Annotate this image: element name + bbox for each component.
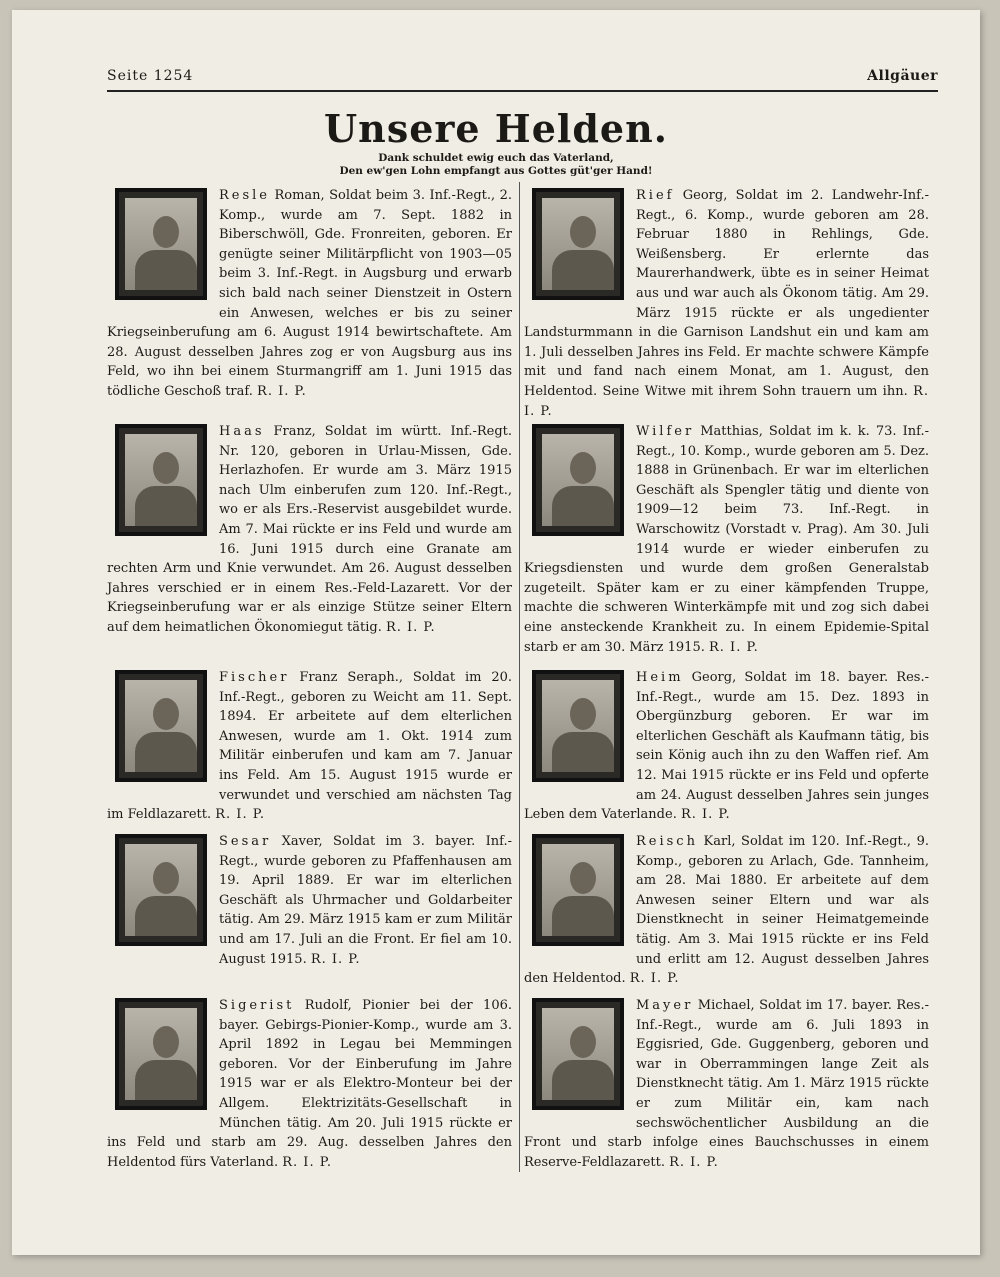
obituary-body: Rudolf, Pionier bei der 106. bayer. Gebirgs-Pionier-Komp., wurde am 3. April 1892 in Legau bei Memmingen geboren. Vor der Einberufung im Jahre 1915 war er als Elektro-Monteur bei der Allgem. Elektrizitäts-Gesellschaft in München tätig. Am 20. Juli 1915 rückte er ins Feld und starb am 29. Aug. desselben Jahres den Heldentod fürs Vaterland. <box>107 998 512 1170</box>
page-number: Seite 1254 <box>107 68 194 84</box>
obituary-body: Roman, Soldat beim 3. Inf.-Regt., 2. Komp., wurde am 7. Sept. 1882 in Biberschwöll, Gde. Fronreiten, geboren. Er genügte seiner Militärpflicht von 1903—05 beim 3. Inf.-Regt. in Augsburg und erwarb sich bald nach seiner Dienstzeit in Ostern ein Anwesen, welches er bis zu seiner Kriegseinberufung am 6. August 1914 bewirtschaftete. Am 28. August desselben Jahres zog er von Augsburg aus ins Feld, wo ihn bei einem Sturmangriff am 1. Juni 1915 das tödliche Geschoß traf. <box>107 188 512 399</box>
subtitle-line-1: Dank schuldet ewig euch das Vaterland, <box>378 152 614 164</box>
soldier-surname: Heim <box>636 670 684 685</box>
soldier-surname: Sesar <box>219 834 272 849</box>
soldier-portrait <box>115 188 207 300</box>
obituary-entry <box>524 832 929 989</box>
soldier-portrait <box>532 834 624 946</box>
obituary-entry <box>107 996 512 1172</box>
rip-mark: R. I. P. <box>257 383 307 399</box>
header-rule <box>107 90 938 92</box>
obituary-entry <box>107 422 512 638</box>
obituary-body: Franz, Soldat im württ. Inf.-Regt. Nr. 120, geboren in Urlau-Missen, Gde. Herlazhofen. Er wurde am 3. März 1915 nach Ulm einberufen zum 120. Inf.-Regt., wo er als Ers.-Reservist ausgebildet wurde. Am 7. Mai rückte er ins Feld und wurde am 16. Juni 1915 durch eine Granate am rechten Arm und Knie verwundet. Am 26. August desselben Jahres verschied er in einem Res.-Feld-Lazarett. Vor der Kriegseinberufung war er als einzige Stütze seiner Eltern auf dem heimatlichen Ökonomiegut tätig. <box>107 424 513 635</box>
subtitle <box>12 152 980 178</box>
obituary-entry <box>107 832 512 969</box>
soldier-surname: Reisch <box>636 834 698 849</box>
rip-mark: R. I. P. <box>310 951 361 967</box>
rip-mark: R. I. P. <box>215 807 265 823</box>
obituary-body: Georg, Soldat im 18. bayer. Res.-Inf.-Regt., wurde am 15. Dez. 1893 in Obergünzburg geboren. Er war im elterlichen Geschäft als Kaufmann tätig, bis sein König auch ihn zu den Waffen rief. Am 12. Mai 1915 rückte er ins Feld und opferte am 24. August desselben Jahres sein junges Leben dem Vaterlande. <box>524 670 929 823</box>
obituary-entry <box>107 668 512 825</box>
soldier-portrait <box>532 188 624 300</box>
soldier-portrait <box>115 998 207 1110</box>
obituary-body: Matthias, Soldat im k. k. 73. Inf.-Regt., 10. Komp., wurde geboren am 5. Dez. 1888 in Grünenbach. Er war im elterlichen Geschäft als Spengler tätig und diente von 1909—12 beim 73. Inf.-Regt. in Warschowitz (Vorstadt v. Prag). Am 30. Juli 1914 wurde er wieder einberufen zu Kriegsdiensten und wurde dem großen Generalstab zugeteilt. Später kam er zu einer kämpfenden Truppe, machte die schweren Winterkämpfe mit und zog sich dabei eine ansteckende Krankheit zu. In einem Epidemie-Spital starb er am 30. März 1915. <box>524 424 929 655</box>
soldier-portrait <box>115 424 207 536</box>
rip-mark: R. I. P. <box>709 639 759 655</box>
soldier-surname: Fischer <box>219 670 290 685</box>
obituary-entry <box>524 422 929 657</box>
rip-mark: R. I. P. <box>385 619 436 635</box>
obituary-body: Franz Seraph., Soldat im 20. Inf.-Regt., geboren zu Weicht am 11. Sept. 1894. Er arbeitete auf dem elterlichen Anwesen, wurde am 1. Okt. 1914 zum Militär einberufen und kam am 7. Januar ins Feld. Am 15. August 1915 wurde er verwundet und verschied am nächsten Tag im Feldlazarett. <box>107 670 512 823</box>
soldier-surname: Haas <box>219 424 265 439</box>
rip-mark: R. I. P. <box>680 807 731 823</box>
column-divider <box>519 182 520 1172</box>
obituary-entry <box>524 668 929 825</box>
publication-name: Allgäuer <box>867 68 938 84</box>
obituary-body: Georg, Soldat im 2. Landwehr-Inf.-Regt., 6. Komp., wurde geboren am 28. Februar 1880 in Rehlings, Gde. Weißensberg. Er erlernte das Maurerhandwerk, übte es in seiner Heimat aus und war auch als Ökonom tätig. Am 29. März 1915 rückte er als ungedienter Landsturmmann in die Garnison Landshut ein und kam am 1. Juli desselben Jahres ins Feld. Er machte schwere Kämpfe mit und fand nach einem Monat, am 1. August, den Heldentod. Seine Witwe mit ihrem Sohn trauern um ihn. <box>524 188 929 399</box>
rip-mark: R. I. P. <box>524 383 929 419</box>
obituary-entry <box>524 996 929 1172</box>
page-title: Unsere Helden. <box>324 106 668 151</box>
obituary-entry <box>524 186 929 421</box>
soldier-portrait <box>115 670 207 782</box>
rip-mark: R. I. P. <box>629 971 680 987</box>
soldier-surname: Sigerist <box>219 998 295 1013</box>
rip-mark: R. I. P. <box>282 1154 332 1170</box>
soldier-surname: Resle <box>219 188 271 203</box>
obituary-body: Karl, Soldat im 120. Inf.-Regt., 9. Komp., geboren zu Arlach, Gde. Tannheim, am 28. Mai 1880. Er arbeitete auf dem Anwesen seiner Eltern und war als Dienstknecht in seiner Heimatgemeinde tätig. Am 3. Mai 1915 rückte er ins Feld und erlitt am 12. August desselben Jahres den Heldentod. <box>524 834 929 987</box>
soldier-surname: Mayer <box>636 998 694 1013</box>
newspaper-page <box>12 10 980 1255</box>
soldier-portrait <box>532 670 624 782</box>
soldier-portrait <box>115 834 207 946</box>
obituary-body: Michael, Soldat im 17. bayer. Res.-Inf.-Regt., wurde am 6. Juli 1893 in Eggisried, Gde. Guggenberg, geboren und war in Oberrammingen lange Zeit als Dienstknecht tätig. Am 1. März 1915 rückte er zum Militär ein, kam nach sechswöchentlicher Ausbildung an die Front und starb infolge eines Bauchschusses in einem Reserve-Feldlazarett. <box>524 998 929 1170</box>
rip-mark: R. I. P. <box>669 1154 719 1170</box>
soldier-surname: Rief <box>636 188 675 203</box>
obituary-entry <box>107 186 512 402</box>
soldier-portrait <box>532 424 624 536</box>
soldier-portrait <box>532 998 624 1110</box>
subtitle-line-2: Den ew'gen Lohn empfangt aus Gottes güt'ger Hand! <box>339 165 653 177</box>
obituary-body: Xaver, Soldat im 3. bayer. Inf.-Regt., wurde geboren zu Pfaffenhausen am 19. April 1889. Er war im elterlichen Geschäft als Uhrmacher und Goldarbeiter tätig. Am 29. März 1915 kam er zum Militär und am 17. Juli an die Front. Er fiel am 10. August 1915. <box>219 834 512 967</box>
soldier-surname: Wilfer <box>636 424 695 439</box>
